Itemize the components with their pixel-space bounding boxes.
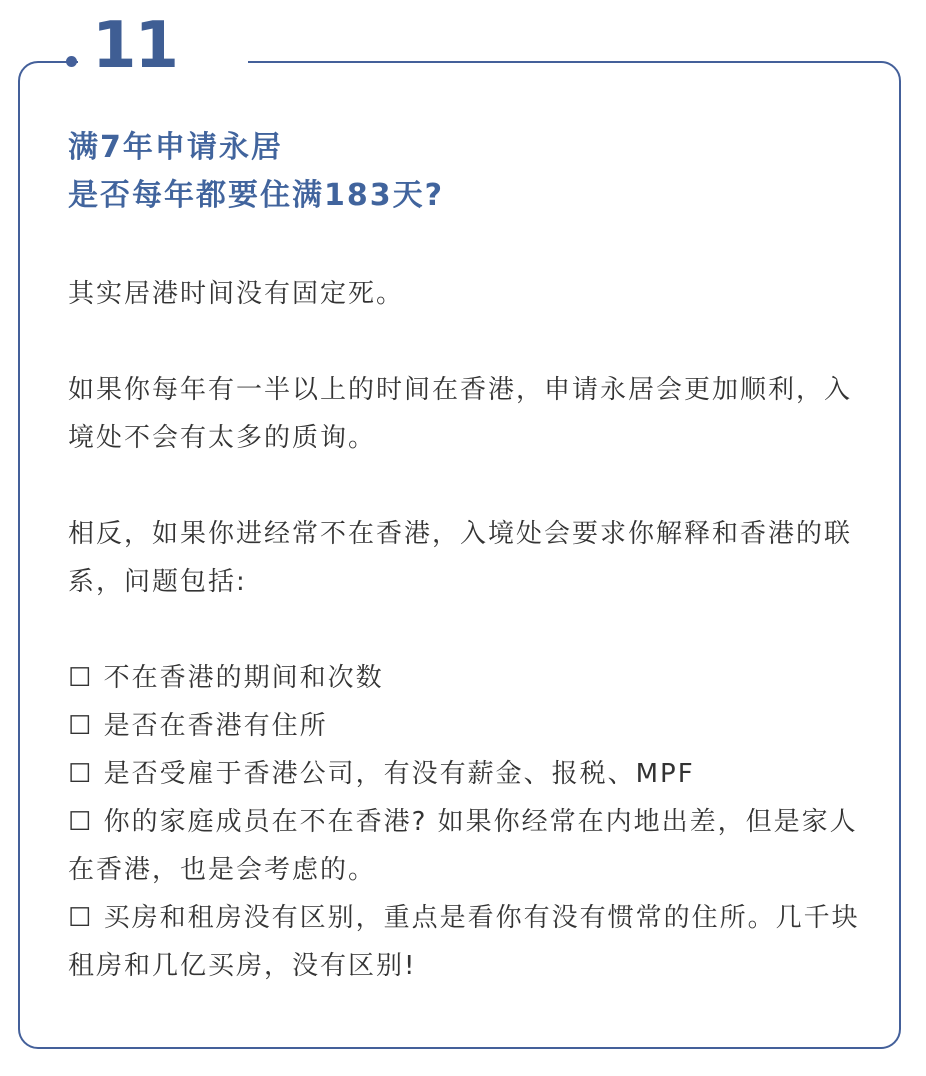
paragraph: 其实居港时间没有固定死。 bbox=[68, 279, 405, 309]
list-item bbox=[68, 798, 868, 894]
list-item-text: 你的家庭成员在不在香港? 如果你经常在内地出差，但是家人在香港，也是会考虑的。 bbox=[68, 807, 858, 885]
checkbox-icon: ☐ bbox=[68, 807, 94, 837]
question-list bbox=[68, 654, 868, 990]
list-item bbox=[68, 894, 868, 990]
paragraph: 如果你每年有一半以上的时间在香港，申请永居会更加顺利，入境处不会有太多的质询。 bbox=[68, 375, 853, 453]
decorative-dot bbox=[66, 56, 77, 67]
section-number: 11 bbox=[92, 9, 178, 83]
checkbox-icon: ☐ bbox=[68, 711, 94, 741]
list-item bbox=[68, 750, 868, 798]
list-item bbox=[68, 702, 868, 750]
list-item-text: 买房和租房没有区别，重点是看你有没有惯常的住所。几千块租房和几亿买房，没有区别! bbox=[68, 903, 860, 981]
list-item-text: 是否受雇于香港公司，有没有薪金、报税、MPF bbox=[103, 759, 695, 789]
section-title bbox=[68, 124, 868, 220]
list-item-text: 不在香港的期间和次数 bbox=[103, 663, 384, 693]
paragraph: 相反，如果你进经常不在香港，入境处会要求你解释和香港的联系，问题包括: bbox=[68, 519, 853, 597]
body-content bbox=[68, 270, 868, 990]
checkbox-icon: ☐ bbox=[68, 663, 94, 693]
list-item bbox=[68, 654, 868, 702]
list-item-text: 是否在香港有住所 bbox=[103, 711, 328, 741]
title-line-1: 满7年申请永居 bbox=[68, 130, 283, 165]
checkbox-icon: ☐ bbox=[68, 903, 94, 933]
title-line-2: 是否每年都要住满183天? bbox=[68, 178, 445, 213]
checkbox-icon: ☐ bbox=[68, 759, 94, 789]
